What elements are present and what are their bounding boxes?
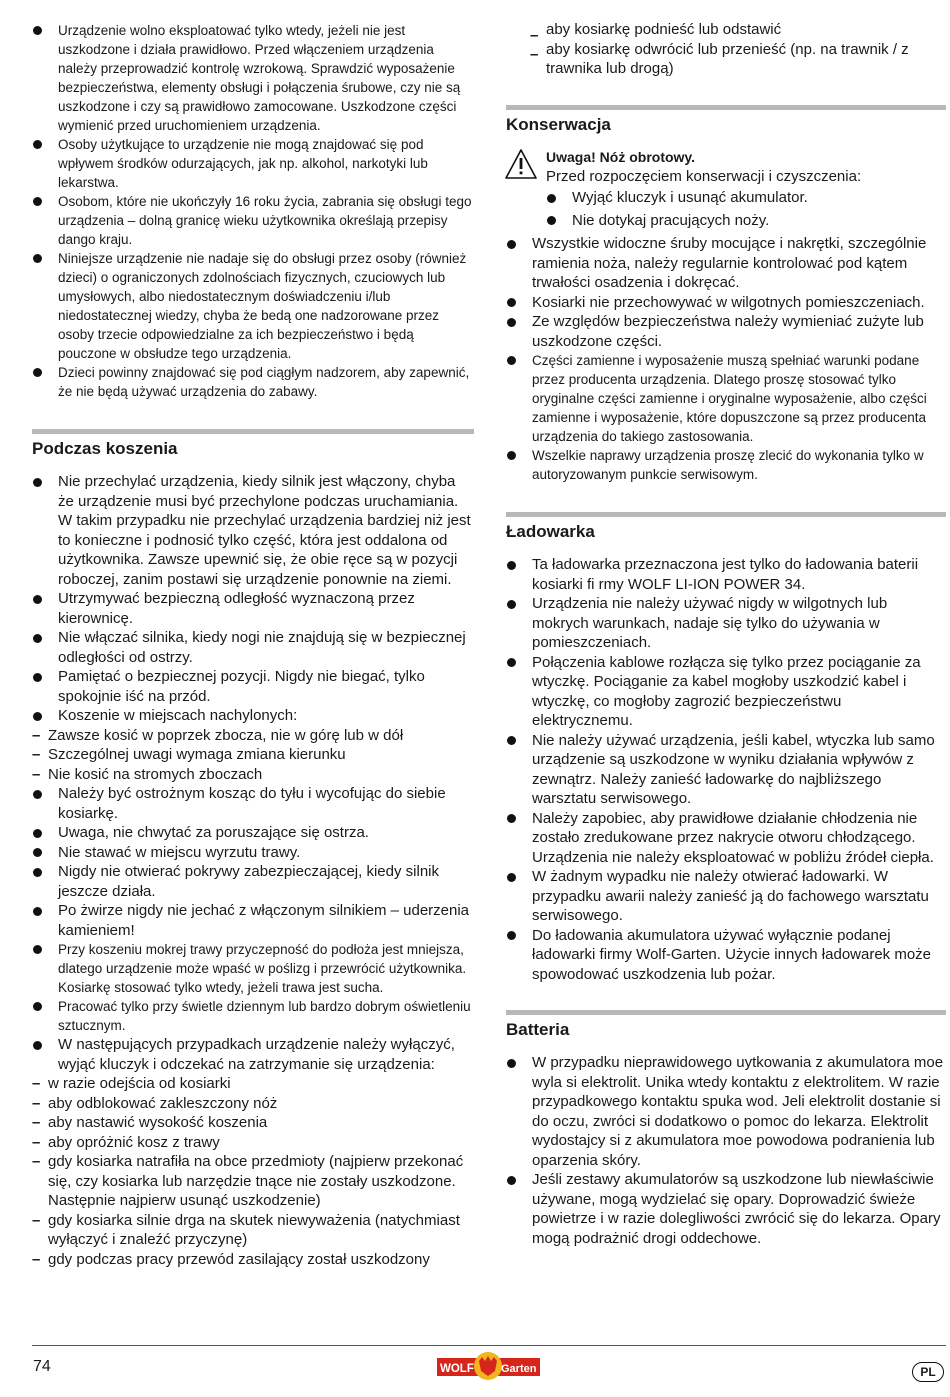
list-item: Należy być ostrożnym kosząc do tyłu i wycofując do siebie kosiarkę. [32, 784, 474, 823]
sub-item: – Zawsze kosić w poprzek zbocza, nie w górę lub w dół [32, 726, 474, 746]
list-item [32, 706, 474, 784]
section-batteria [506, 1010, 946, 1041]
maintenance-list-small [506, 351, 946, 484]
warning-box [506, 148, 946, 231]
list-item: Nigdy nie otwierać pokrywy zabezpieczającej, kiedy silnik jeszcze działa. [32, 862, 474, 901]
list-item: Przy koszeniu mokrej trawy przyczepność do podłoża jest mniejsza, dlatego urządzenie może wpaść w poślizg i przewrócić użytkownika. Kosiarkę stosować tylko wtedy, jeżeli trawa jest sucha. [32, 940, 474, 997]
section-divider [506, 105, 946, 110]
list-item: Osoby użytkujące to urządzenie nie mogą znajdować się pod wpływem środków odurzających, jak np. alkohol, narkotyki lub lekarstwa. [32, 135, 474, 192]
charger-list [506, 555, 946, 984]
sub-item: – Nie kosić na stromych zboczach [32, 765, 474, 785]
continued-sublist [506, 20, 946, 79]
sub-item: – gdy kosiarka natrafiła na obce przedmioty (najpierw przekonać się, czy kosiarka lub narzędzie tnące nie zostały uszkodzone. Następnie najpierw usunąć uszkodzenie) [32, 1152, 474, 1211]
list-item-text: Koszenie w miejscach nachylonych: [58, 707, 298, 724]
list-item: Nie należy używać urządzenia, jeśli kabel, wtyczka lub samo urządzenie są uszkodzone w wyniku działania wpływów z zewnątrz. Należy zanieść ładowarkę do najbliższego warsztatu serwisowego. [506, 731, 946, 809]
wolf-garten-logo [437, 1351, 540, 1381]
list-item: Wyjąć kluczyk i usunąć akumulator. [546, 188, 946, 208]
list-item: Urządzenia nie należy używać nigdy w wilgotnych lub mokrych warunkach, nadaje się tylko do używania w pomieszczeniach. [506, 594, 946, 653]
sub-item: – aby nastawić wysokość koszenia [32, 1113, 474, 1133]
list-item: Ta ładowarka przeznaczona jest tylko do ładowania baterii kosiarki fi rmy WOLF LI-ION POWER 34. [506, 555, 946, 594]
list-item: Części zamienne i wyposażenie muszą spełniać warunki podane przez producenta urządzenia. Dlatego proszę stosować tylko oryginalne części zamienne i oryginalne wyposażenie, albo części zamienne i wyposażenie, które dopuszczone są przez producenta urządzenia do takiego zastosowania. [506, 351, 946, 446]
list-item: Ze względów bezpieczeństwa należy wymieniać zużyte lub uszkodzone części. [506, 312, 946, 351]
section-title: Ładowarka [506, 522, 595, 541]
list-item: Nie dotykaj pracujących noży. [546, 211, 946, 231]
sub-item: – aby opróżnić kosz z trawy [32, 1133, 474, 1153]
list-item: Po żwirze nigdy nie jechać z włączonym silnikiem – uderzenia kamieniem! [32, 901, 474, 940]
sub-item: – Szczególnej uwagi wymaga zmiana kierunku [32, 745, 474, 765]
list-item: Należy zapobiec, aby prawidłowe działanie chłodzenia nie zostało zredukowane przez nakrycie otworu chłodzącego. Urządzenia nie należy eksploatować w pobliżu źródeł ciepła. [506, 809, 946, 868]
list-item: Nie włączać silnika, kiedy nogi nie znajdują się w bezpiecznej odległości od ostrzy. [32, 628, 474, 667]
safety-list [32, 21, 474, 401]
list-item: Połączenia kablowe rozłącza się tylko przez pociąganie za wtyczkę. Pociąganie za kabel mogłoby uszkodzić kabel i wtyczkę, co mogłoby zagrozić bezpieczeństwu elektrycznemu. [506, 653, 946, 731]
mowing-list-continued [32, 1035, 474, 1269]
mowing-list [32, 472, 474, 940]
logo-text-right: Garten [501, 1363, 537, 1375]
list-item: Osobom, które nie ukończyły 16 roku życia, zabrania się obsługi tego urządzenia – dolną granicę wieku użytkownika określają przepisy dango kraju. [32, 192, 474, 249]
list-item-text: W następujących przypadkach urządzenie należy wyłączyć, wyjąć kluczyk i odczekać na zatrzymanie się urządzenia: [58, 1036, 455, 1073]
list-item: Dzieci powinny znajdować się pod ciągłym nadzorem, aby zapewnić, że nie będą używać urządzenia do zabawy. [32, 363, 474, 401]
list-item: Do ładowania akumulatora używać wyłącznie podanej ładowarki firmy Wolf-Garten. Użycie innych ładowarek może spowodować uszkodzenia lub pożar. [506, 926, 946, 985]
list-item: Kosiarki nie przechowywać w wilgotnych pomieszczeniach. [506, 293, 946, 313]
section-title: Podczas koszenia [32, 439, 178, 458]
list-item: Pracować tylko przy świetle dziennym lub bardzo dobrym oświetleniu sztucznym. [32, 997, 474, 1035]
section-ladowarka [506, 512, 946, 543]
section-podczas [32, 429, 474, 460]
switch-off-sublist [32, 1074, 474, 1269]
section-divider [506, 512, 946, 517]
sub-item: – aby kosiarkę podnieść lub odstawić [530, 20, 946, 40]
list-item: Pamiętać o bezpiecznej pozycji. Nigdy nie biegać, tylko spokojnie iść na przód. [32, 667, 474, 706]
section-title: Konserwacja [506, 114, 611, 134]
list-item: Jeśli zestawy akumulatorów są uszkodzone lub niewłaściwie używane, mogą wydzielać się opary. Doprowadzić świeże powietrze i w razie dolegliwości zwrócić się do lekarza. Opary mogą podrażnić drogi oddechowe. [506, 1170, 946, 1248]
list-item: Urządzenie wolno eksploatować tylko wtedy, jeżeli nie jest uszkodzone i działa prawidłowo. Przed włączeniem urządzenia należy przeprowadzić kontrolę wzrokową. Sprawdzić wyposażenie bezpieczeństwa, elementy obsługi i połączenia śrubowe, czy nie są uszkodzone i czy są prawidłowo zamocowane. Uszkodzone części wymienić przed uruchomieniem urządzenia. [32, 21, 474, 135]
maintenance-list [506, 234, 946, 351]
page-number: 74 [33, 1358, 51, 1375]
section-title: Batteria [506, 1020, 570, 1039]
sub-item: – w razie odejścia od kosiarki [32, 1074, 474, 1094]
list-item: Nie stawać w miejscu wyrzutu trawy. [32, 843, 474, 863]
warning-text: Przed rozpoczęciem konserwacji i czyszczenia: [546, 167, 862, 185]
left-column [32, 0, 474, 1269]
list-item: Utrzymywać bezpieczną odległość wyznaczoną przez kierownicę. [32, 589, 474, 628]
right-column [506, 0, 946, 1248]
section-divider [32, 429, 474, 434]
sub-item: – aby kosiarkę odwrócić lub przenieść (np. na trawnik / z trawnika lub drogą) [530, 40, 946, 79]
list-item: Wszystkie widoczne śruby mocujące i nakrętki, szczególnie ramienia noża, należy regularnie kontrolować pod kątem trwałości osadzenia i dokręcać. [506, 234, 946, 293]
warning-triangle-icon [504, 148, 538, 180]
warning-title: Uwaga! Nóż obrotowy. [546, 148, 696, 165]
footer-divider [32, 1345, 946, 1346]
list-item: Nie przechylać urządzenia, kiedy silnik jest włączony, chyba że urządzenie musi być przechylone podczas uruchamiania. W takim przypadku nie przechylać urządzenia bardziej niż jest to konieczne i podnosić tylko część, która jest oddalona od użytkownika. Zawsze upewnić się, że obie ręce są w pozycji roboczej, zanim postawi się urządzenie ponownie na ziemi. [32, 472, 474, 589]
language-badge: PL [912, 1362, 944, 1382]
battery-list [506, 1053, 946, 1248]
mowing-list-small [32, 940, 474, 1035]
sub-item: – gdy podczas pracy przewód zasilający został uszkodzony [32, 1250, 474, 1270]
logo-text-left: WOLF [440, 1363, 474, 1375]
list-item [32, 1035, 474, 1269]
list-item: W przypadku nieprawidowego uytkowania z akumulatora moe wyla si elektrolit. Unika wtedy kontaktu z elektrolitem. W razie przypadkowego kontaktu spuka wod. Jeli elektrolit dostanie si do oczu, zwróci si dodatkowo o pomoc do lekarza. Elektrolit wydostajcy si z akumulatora moe powodowa podranienia lub oparzenia skóry. [506, 1053, 946, 1170]
list-item: Wszelkie naprawy urządzenia proszę zlecić do wykonania tylko w autoryzowanym punkcie serwisowym. [506, 446, 946, 484]
section-konserwacja [506, 105, 946, 136]
warning-list [546, 188, 946, 230]
list-item: Niniejsze urządzenie nie nadaje się do obsługi przez osoby (również dzieci) o ograniczonych zdolnościach fizycznych, czuciowych lub umysłowych, albo niedostatecznym doświadczeniu i/lub niedostatecznej wiedzy, chyba że bedą one nadzorowane przez osoby trzecie odpowiedzialne za ich bezpieczeństwo i będą pouczone w obsłudze tego urządzenia. [32, 249, 474, 363]
list-item: W żadnym wypadku nie należy otwierać ładowarki. W przypadku awarii należy zanieść ją do fachowego warsztatu serwisowego. [506, 867, 946, 926]
sub-item: – aby odblokować zakleszczony nóż [32, 1094, 474, 1114]
section-divider [506, 1010, 946, 1015]
list-item: Uwaga, nie chwytać za poruszające się ostrza. [32, 823, 474, 843]
slope-sublist [32, 726, 474, 785]
sub-item: – gdy kosiarka silnie drga na skutek niewyważenia (natychmiast wyłączyć i znaleźć przyczynę) [32, 1211, 474, 1250]
